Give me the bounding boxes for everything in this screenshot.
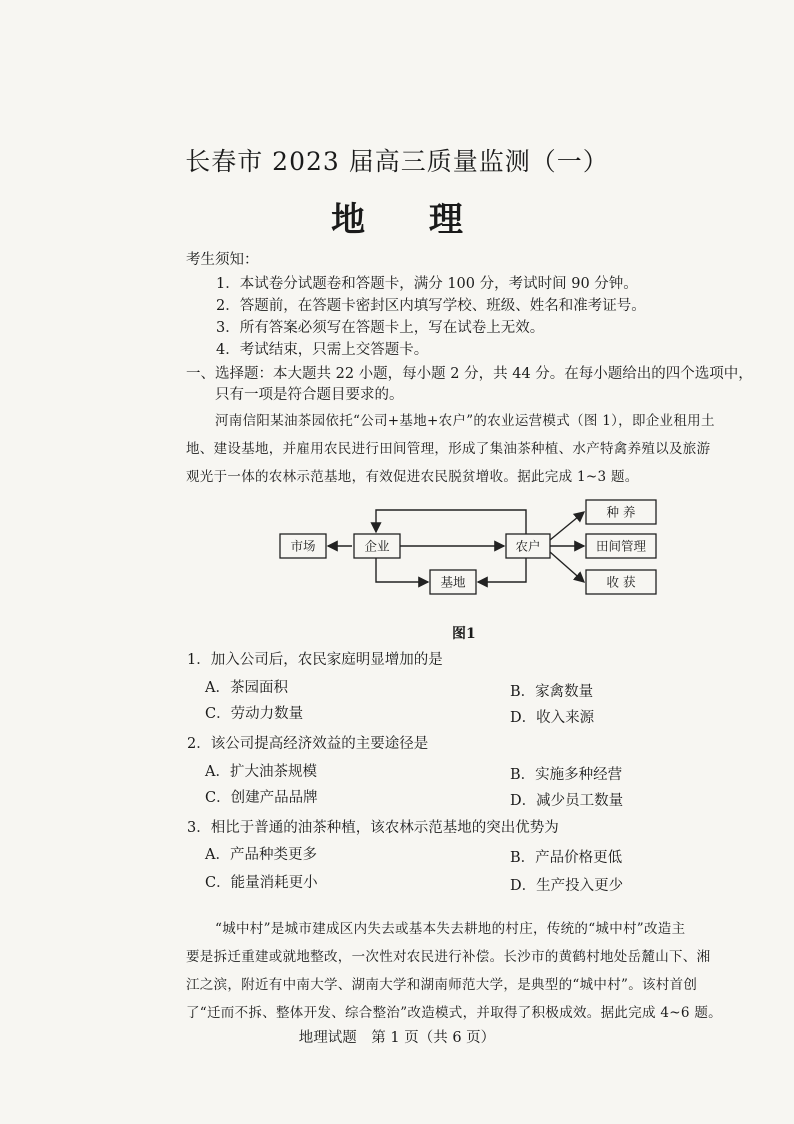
notice-heading: 考生须知： bbox=[186, 252, 259, 268]
arrow-farmer-base bbox=[478, 558, 526, 582]
node-enterprise: 企业 bbox=[364, 538, 390, 554]
option-d: D．收入来源 bbox=[510, 710, 595, 726]
option-c: C．创建产品品牌 bbox=[205, 790, 318, 806]
notice-item: 4．考试结束，只需上交答题卡。 bbox=[216, 342, 429, 358]
option-a: A．扩大油茶规模 bbox=[205, 764, 317, 780]
question-stem: 1．加入公司后，农民家庭明显增加的是 bbox=[187, 652, 443, 668]
passage-line: 地、建设基地，并雇用农民进行田间管理，形成了集油茶种植、水产特禽养殖以及旅游 bbox=[186, 441, 711, 457]
arrow-farmer-enterprise-top bbox=[376, 510, 526, 534]
passage-line: 要是拆迁重建或就地整改，一次性对农民进行补偿。长沙市的黄鹤村地处岳麓山下、湘 bbox=[186, 949, 711, 965]
node-harvest: 收 获 bbox=[606, 574, 636, 590]
passage-line: 河南信阳某油茶园依托“公司+基地+农户”的农业运营模式（图 1），即企业租用土 bbox=[215, 413, 715, 429]
arrow-farmer-plant bbox=[550, 512, 584, 540]
passage-line: 江之滨，附近有中南大学、湖南大学和湖南师范大学，是典型的“城中村”。该村首创 bbox=[186, 977, 698, 993]
option-d: D．生产投入更少 bbox=[510, 878, 624, 894]
option-d: D．减少员工数量 bbox=[510, 793, 624, 809]
passage-line: “城中村”是城市建成区内失去或基本失去耕地的村庄，传统的“城中村”改造主 bbox=[215, 921, 686, 937]
section-instructions-cont: 只有一项是符合题目要求的。 bbox=[215, 387, 404, 403]
arrow-farmer-harvest bbox=[550, 552, 584, 582]
notice-item: 2．答题前，在答题卡密封区内填写学校、班级、姓名和准考证号。 bbox=[216, 298, 646, 314]
option-b: B．实施多种经营 bbox=[510, 767, 623, 783]
section-instructions: 一、选择题：本大题共 22 小题，每小题 2 分，共 44 分。在每小题给出的四个选项中， bbox=[186, 366, 753, 382]
node-farmer: 农户 bbox=[515, 538, 541, 554]
subject-title: 地 理 bbox=[331, 200, 489, 240]
node-field: 田间管理 bbox=[595, 538, 647, 554]
notice-item: 3．所有答案必须写在答题卡上，写在试卷上无效。 bbox=[216, 320, 545, 336]
node-market: 市场 bbox=[290, 538, 316, 554]
option-b: B．家禽数量 bbox=[510, 684, 594, 700]
notice-item: 1．本试卷分试题卷和答题卡，满分 100 分，考试时间 90 分钟。 bbox=[216, 276, 638, 292]
option-c: C．能量消耗更小 bbox=[205, 875, 318, 891]
option-a: A．茶园面积 bbox=[205, 680, 288, 696]
question-stem: 2．该公司提高经济效益的主要途径是 bbox=[187, 736, 429, 752]
arrow-enterprise-base bbox=[376, 558, 428, 582]
flow-diagram bbox=[270, 496, 670, 604]
question-stem: 3．相比于普通的油茶种植，该农林示范基地的突出优势为 bbox=[187, 820, 559, 836]
figure-caption: 图1 bbox=[452, 626, 476, 642]
option-a: A．产品种类更多 bbox=[205, 847, 317, 863]
node-plant: 种 养 bbox=[606, 504, 636, 520]
passage-line: 了“迁而不拆、整体开发、综合整治”改造模式，并取得了积极成效。据此完成 4~6 题。 bbox=[186, 1005, 722, 1021]
option-c: C．劳动力数量 bbox=[205, 706, 304, 722]
node-base: 基地 bbox=[440, 574, 466, 590]
page-footer: 地理试题 第 1 页（共 6 页） bbox=[298, 1030, 496, 1046]
passage-line: 观光于一体的农林示范基地，有效促进农民脱贫增收。据此完成 1~3 题。 bbox=[186, 469, 639, 485]
exam-title: 长春市 2023 届高三质量监测（一） bbox=[185, 147, 609, 176]
option-b: B．产品价格更低 bbox=[510, 850, 623, 866]
